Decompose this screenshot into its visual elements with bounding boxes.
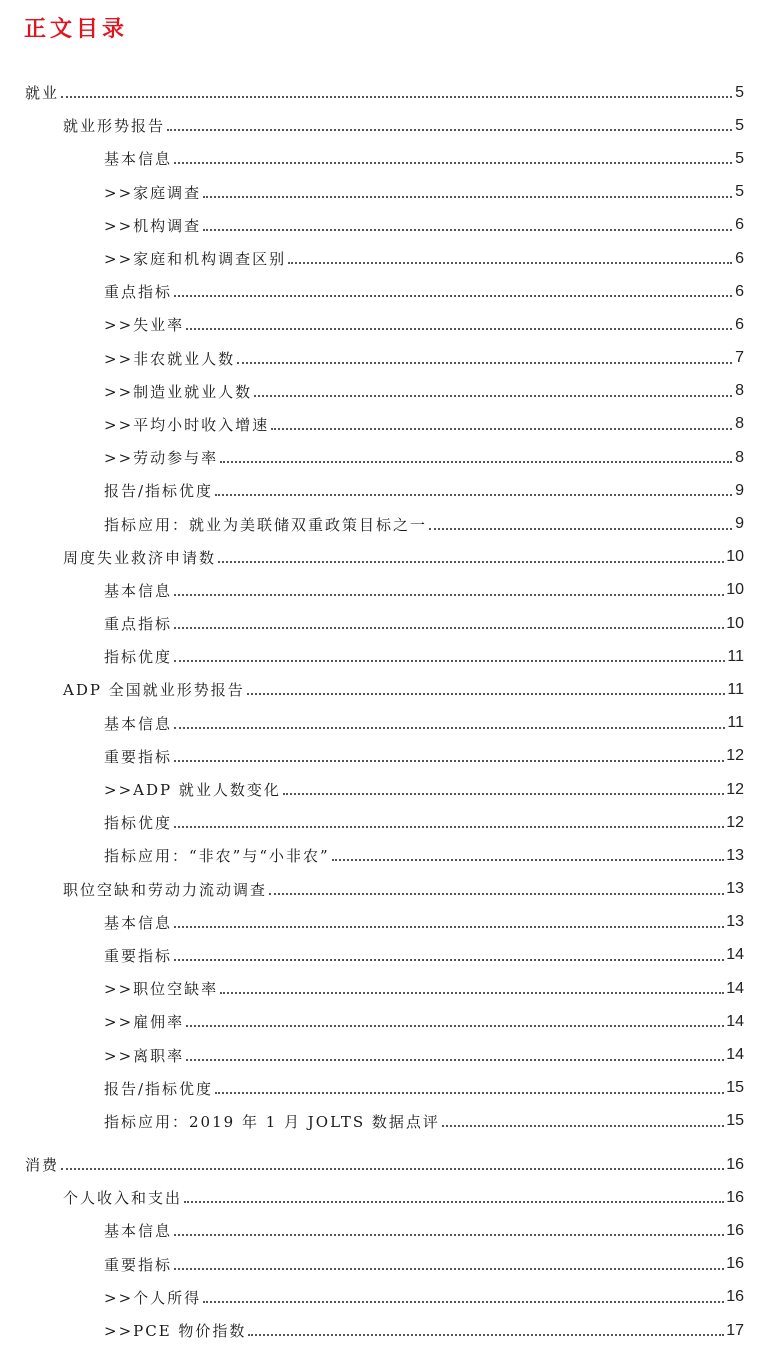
toc-entry-label: >>制造业就业人数 <box>104 382 253 401</box>
toc-entry[interactable] <box>0 1105 770 1138</box>
toc-entry-page-number: 8 <box>735 448 744 466</box>
dot-leader <box>186 328 732 330</box>
toc-entry[interactable] <box>0 939 770 972</box>
toc-entry[interactable] <box>0 375 770 408</box>
toc-entry-label: >>机构调查 <box>104 216 202 235</box>
dot-leader <box>203 196 732 198</box>
toc-entry[interactable] <box>0 873 770 906</box>
dot-leader <box>174 1234 724 1236</box>
dot-leader <box>288 262 732 264</box>
dot-leader <box>174 959 724 961</box>
toc-entry-label: 基本信息 <box>104 714 173 733</box>
toc-entry-label: >>雇佣率 <box>104 1013 185 1032</box>
page-title: 正文目录 <box>24 17 129 42</box>
dot-leader <box>61 1168 724 1170</box>
dot-leader <box>174 826 724 828</box>
toc-entry-page-number: 12 <box>726 780 744 798</box>
dot-leader <box>167 129 732 131</box>
toc-entry-page-number: 13 <box>726 913 744 931</box>
toc-entry-label: 指标应用：“非农”与“小非农” <box>104 847 330 866</box>
dot-leader <box>332 859 725 861</box>
toc-entry-label: >>职位空缺率 <box>104 980 219 999</box>
toc-entry-label: >>PCE 物价指数 <box>104 1322 247 1341</box>
toc-entry[interactable] <box>0 1214 770 1247</box>
dot-leader <box>237 362 732 364</box>
toc-entry-label: 指标优度 <box>104 814 173 833</box>
dot-leader <box>203 1301 724 1303</box>
dot-leader <box>254 395 732 397</box>
toc-entry-page-number: 10 <box>726 614 744 632</box>
dot-leader <box>283 793 724 795</box>
toc-entry-label: >>平均小时收入增速 <box>104 415 270 434</box>
toc-entry-page-number: 6 <box>735 315 744 333</box>
toc-entry[interactable] <box>0 1281 770 1314</box>
toc-entry-label: 就业形势报告 <box>63 117 166 136</box>
toc-entry-label: 重要指标 <box>104 1255 173 1274</box>
toc-entry[interactable] <box>0 740 770 773</box>
toc-entry-page-number: 13 <box>726 880 744 898</box>
toc-entry-label: >>离职率 <box>104 1046 185 1065</box>
dot-leader <box>174 1268 724 1270</box>
toc-entry-page-number: 14 <box>726 946 744 964</box>
toc-entry-label: 重要指标 <box>104 946 173 965</box>
dot-leader <box>174 660 725 662</box>
dot-leader <box>248 1334 724 1336</box>
dot-leader <box>174 926 724 928</box>
toc-entry[interactable] <box>0 507 770 540</box>
dot-leader <box>429 528 732 530</box>
toc-entry-label: 基本信息 <box>104 913 173 932</box>
dot-leader <box>215 1092 724 1094</box>
toc-entry[interactable] <box>0 308 770 341</box>
dot-leader <box>174 627 724 629</box>
toc-entry[interactable] <box>0 806 770 839</box>
toc-entry-label: 指标应用：2019 年 1 月 JOLTS 数据点评 <box>104 1112 440 1131</box>
toc-entry[interactable] <box>0 474 770 507</box>
toc-entry[interactable] <box>0 607 770 640</box>
toc-entry-label: >>劳动参与率 <box>104 449 219 468</box>
toc-entry[interactable] <box>0 839 770 872</box>
toc-entry-label: 基本信息 <box>104 150 173 169</box>
dot-leader <box>269 893 724 895</box>
toc-entry-label: ADP 全国就业形势报告 <box>63 681 245 700</box>
toc-entry[interactable] <box>0 1148 770 1181</box>
toc-entry-page-number: 16 <box>726 1188 744 1206</box>
dot-leader <box>184 1201 724 1203</box>
toc-entry[interactable] <box>0 541 770 574</box>
dot-leader <box>442 1125 724 1127</box>
toc-entry-label: >>非农就业人数 <box>104 349 236 368</box>
dot-leader <box>218 561 724 563</box>
dot-leader <box>174 162 732 164</box>
toc-entry[interactable] <box>0 707 770 740</box>
toc-entry-page-number: 9 <box>735 515 744 533</box>
toc-entry-page-number: 6 <box>735 249 744 267</box>
toc-entry-label: 基本信息 <box>104 1222 173 1241</box>
toc-entry[interactable] <box>0 76 770 109</box>
toc-entry-page-number: 5 <box>735 149 744 167</box>
toc-entry-page-number: 9 <box>735 481 744 499</box>
dot-leader <box>186 1059 724 1061</box>
toc-entry-label: 周度失业救济申请数 <box>63 548 217 567</box>
toc-entry-label: 指标应用：就业为美联储双重政策目标之一 <box>104 515 428 534</box>
toc-entry[interactable] <box>0 1248 770 1281</box>
toc-entry-page-number: 16 <box>726 1221 744 1239</box>
toc-entry-page-number: 14 <box>726 979 744 997</box>
toc-entry-page-number: 5 <box>735 183 744 201</box>
toc-entry-page-number: 11 <box>727 647 744 665</box>
toc-entry-label: 基本信息 <box>104 581 173 600</box>
dot-leader <box>174 727 725 729</box>
toc-entry-page-number: 16 <box>726 1155 744 1173</box>
toc-entry[interactable] <box>0 574 770 607</box>
toc-entry-label: 重要指标 <box>104 747 173 766</box>
toc-entry-page-number: 13 <box>726 846 744 864</box>
toc-entry[interactable] <box>0 109 770 142</box>
toc-entry-label: 个人收入和支出 <box>63 1189 183 1208</box>
toc-entry-page-number: 11 <box>727 714 744 732</box>
toc-entry-label: 指标优度 <box>104 648 173 667</box>
toc-entry[interactable] <box>0 773 770 806</box>
toc-entry[interactable] <box>0 242 770 275</box>
toc-entry-label: 消费 <box>25 1156 60 1175</box>
dot-leader <box>247 693 726 695</box>
toc-entry-page-number: 7 <box>735 349 744 367</box>
toc-entry[interactable] <box>0 176 770 209</box>
toc-entry-label: 职位空缺和劳动力流动调查 <box>63 880 268 899</box>
toc-entry-page-number: 10 <box>726 581 744 599</box>
toc-entry[interactable] <box>0 1181 770 1214</box>
toc-entry-page-number: 14 <box>726 1012 744 1030</box>
dot-leader <box>271 428 732 430</box>
toc-entry[interactable] <box>0 1072 770 1105</box>
toc-entry-page-number: 6 <box>735 216 744 234</box>
dot-leader <box>220 992 724 994</box>
dot-leader <box>220 461 732 463</box>
toc-entry-page-number: 15 <box>726 1112 744 1130</box>
toc-entry-label: >>家庭和机构调查区别 <box>104 250 287 269</box>
toc-entry-page-number: 8 <box>735 415 744 433</box>
toc-entry-page-number: 8 <box>735 382 744 400</box>
toc-entry-page-number: 10 <box>726 548 744 566</box>
toc-entry-page-number: 15 <box>726 1079 744 1097</box>
toc-entry-page-number: 17 <box>726 1321 744 1339</box>
toc-entry[interactable] <box>0 142 770 175</box>
toc-entry[interactable] <box>0 1314 770 1347</box>
toc-entry[interactable] <box>0 1005 770 1038</box>
toc-entry-page-number: 16 <box>726 1255 744 1273</box>
toc-entry-label: >>ADP 就业人数变化 <box>104 781 281 800</box>
toc-entry[interactable] <box>0 1038 770 1071</box>
toc-entry[interactable] <box>0 209 770 242</box>
table-of-contents <box>0 76 770 1347</box>
toc-entry-page-number: 5 <box>735 83 744 101</box>
toc-entry-page-number: 12 <box>726 747 744 765</box>
dot-leader <box>186 1025 724 1027</box>
toc-entry-page-number: 6 <box>735 282 744 300</box>
toc-entry[interactable] <box>0 673 770 706</box>
toc-entry-label: >>家庭调查 <box>104 183 202 202</box>
toc-entry-page-number: 14 <box>726 1046 744 1064</box>
toc-entry-page-number: 16 <box>726 1288 744 1306</box>
toc-entry-label: 报告/指标优度 <box>104 482 214 501</box>
toc-entry-page-number: 11 <box>727 680 744 698</box>
toc-entry-label: >>个人所得 <box>104 1288 202 1307</box>
toc-entry[interactable] <box>0 972 770 1005</box>
dot-leader <box>174 295 732 297</box>
toc-entry[interactable] <box>0 906 770 939</box>
dot-leader <box>215 494 732 496</box>
dot-leader <box>61 96 732 98</box>
toc-entry[interactable] <box>0 408 770 441</box>
dot-leader <box>174 760 724 762</box>
toc-entry-label: 重点指标 <box>104 615 173 634</box>
dot-leader <box>174 594 724 596</box>
toc-entry[interactable] <box>0 275 770 308</box>
toc-entry-page-number: 12 <box>726 813 744 831</box>
toc-entry-label: 重点指标 <box>104 283 173 302</box>
toc-entry[interactable] <box>0 640 770 673</box>
toc-entry-label: >>失业率 <box>104 316 185 335</box>
toc-entry-label: 报告/指标优度 <box>104 1079 214 1098</box>
toc-entry-page-number: 5 <box>735 116 744 134</box>
toc-entry-label: 就业 <box>25 84 60 103</box>
toc-entry[interactable] <box>0 441 770 474</box>
dot-leader <box>203 229 732 231</box>
toc-entry[interactable] <box>0 342 770 375</box>
